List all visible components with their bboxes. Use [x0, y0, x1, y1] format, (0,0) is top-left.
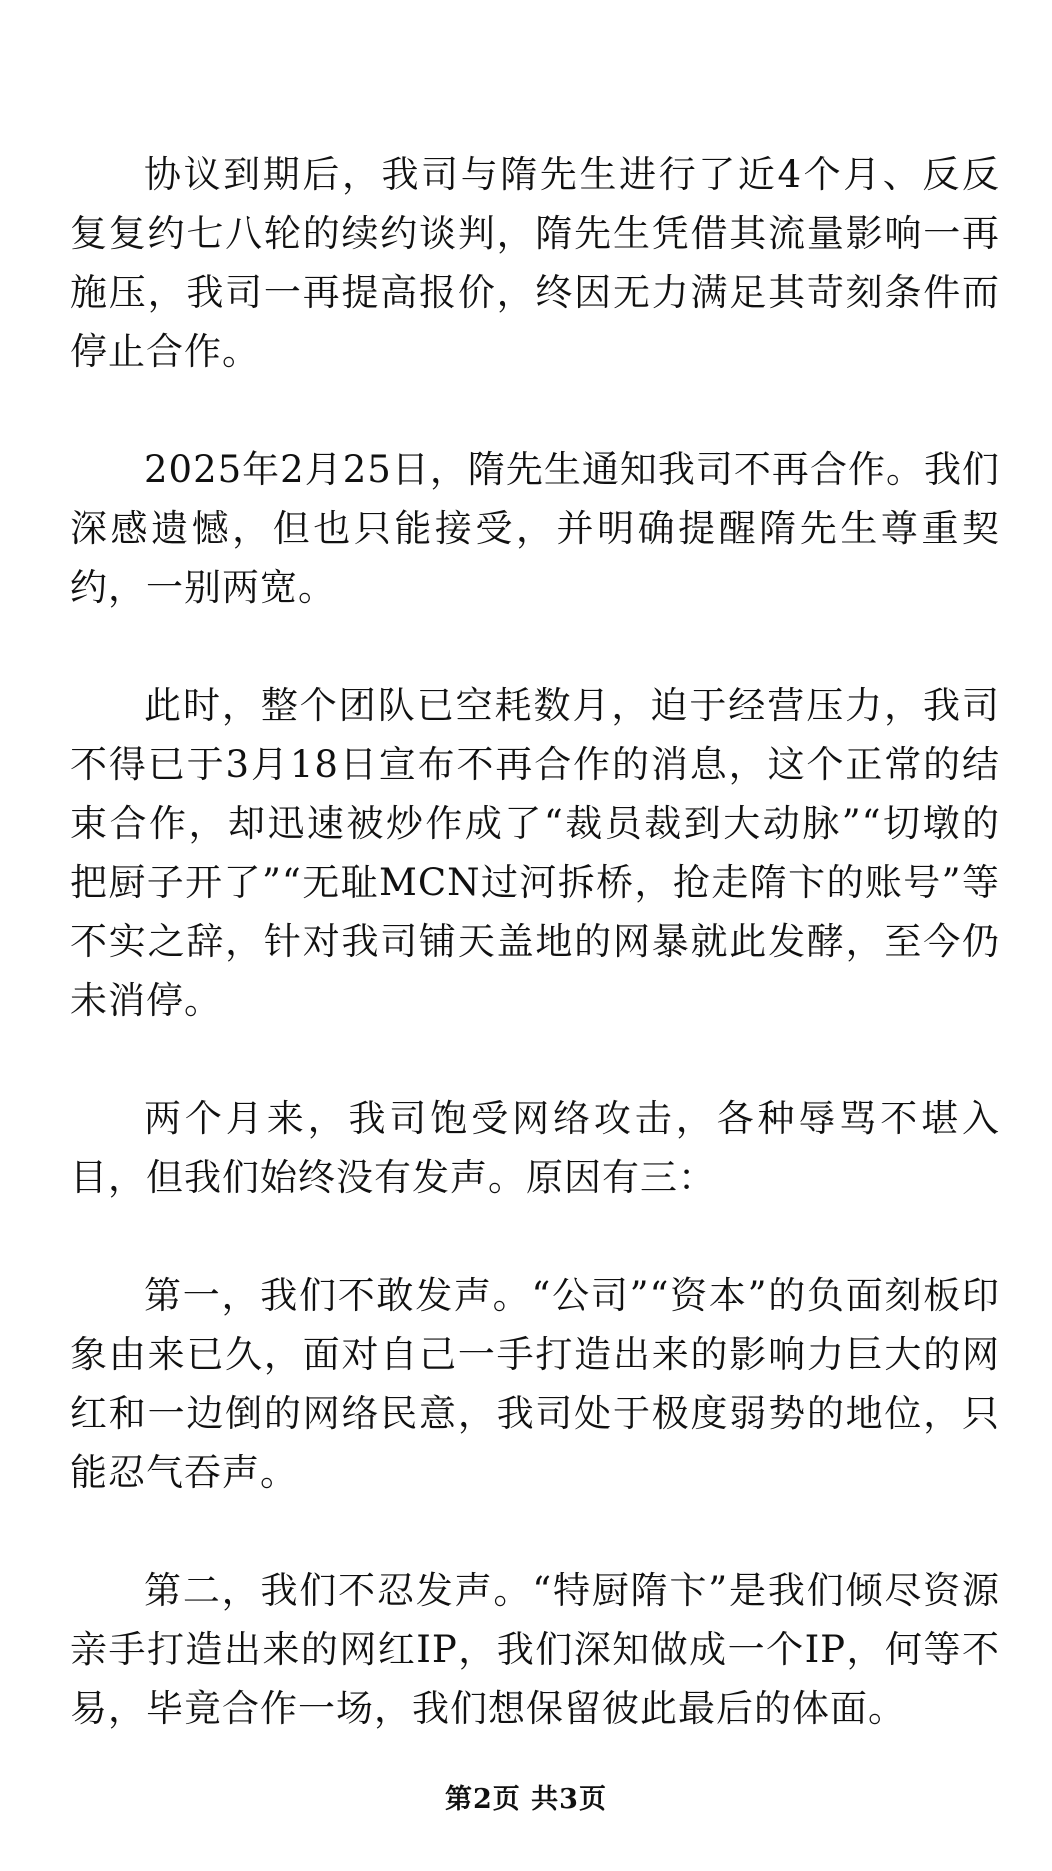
- paragraph-1: 协议到期后，我司与隋先生进行了近4个月、反反复复约七八轮的续约谈判，隋先生凭借其流量影响一再施压，我司一再提高报价，终因无力满足其苛刻条件而停止合作。: [70, 153, 1000, 373]
- paragraph-2: 2025年2月25日，隋先生通知我司不再合作。我们深感遗憾，但也只能接受，并明确提醒隋先生尊重契约，一别两宽。: [70, 448, 1000, 609]
- paragraph-4: 两个月来，我司饱受网络攻击，各种辱骂不堪入目，但我们始终没有发声。原因有三：: [70, 1097, 1000, 1199]
- paragraph-6: 第二，我们不忍发声。“特厨隋卞”是我们倾尽资源亲手打造出来的网红IP，我们深知做成一个IP，何等不易，毕竟合作一场，我们想保留彼此最后的体面。: [70, 1569, 1000, 1730]
- document-body: [70, 145, 1000, 1738]
- paragraph-3: 此时，整个团队已空耗数月，迫于经营压力，我司不得已于3月18日宣布不再合作的消息，这个正常的结束合作，却迅速被炒作成了“裁员裁到大动脉”“切墩的把厨子开了”“无耻MCN过河拆桥，抢走隋卞的账号”等不实之辞，针对我司铺天盖地的网暴就此发酵，至今仍未消停。: [70, 684, 1000, 1022]
- paragraph-5: 第一，我们不敢发声。“公司”“资本”的负面刻板印象由来已久，面对自己一手打造出来的影响力巨大的网红和一边倒的网络民意，我司处于极度弱势的地位，只能忍气吞声。: [70, 1274, 1000, 1494]
- page-number-footer: 第2页 共3页: [445, 1784, 607, 1815]
